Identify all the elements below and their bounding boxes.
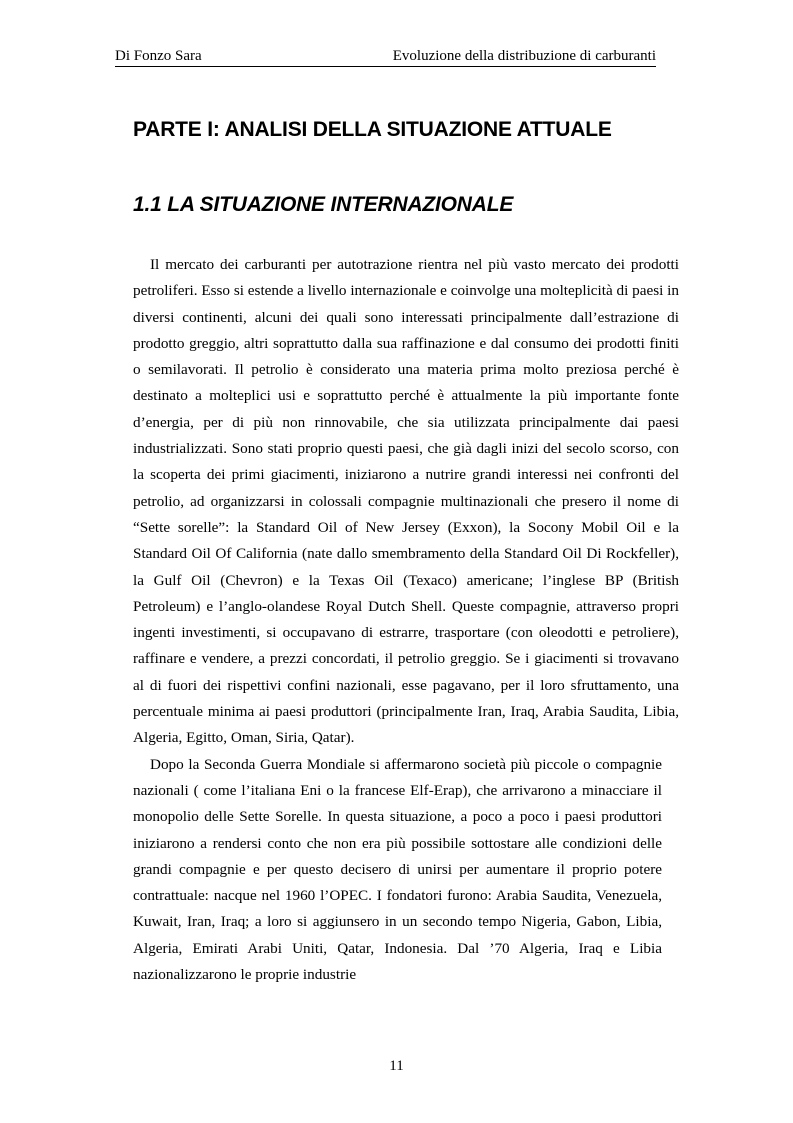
header-document-title: Evoluzione della distribuzione di carburanti — [392, 48, 656, 64]
body-text — [133, 252, 679, 988]
page-header — [115, 46, 656, 67]
section-title: 1.1 LA SITUAZIONE INTERNAZIONALE — [133, 193, 514, 216]
paragraph-1: Il mercato dei carburanti per autotrazione rientra nel più vasto mercato dei prodotti petroliferi. Esso si estende a livello internazionale e coinvolge una molteplicità di paesi in diversi continenti, alcuni dei quali sono interessati principalmente dall’estrazione di prodotto greggio, altri soprattutto dalla sua raffinazione e dal consumo dei prodotti finiti o semilavorati. Il petrolio è considerato una materia prima molto preziosa perché è destinato a molteplici usi e soprattutto perché è attualmente la più importante fonte d’energia, per di più non rinnovabile, che sia utilizzata principalmente dai paesi industrializzati. Sono stati proprio questi paesi, che già dagli inizi del secolo scorso, con la scoperta dei primi giacimenti, iniziarono a nutrire grandi interessi nei confronti del petrolio, ad organizzarsi in colossali compagnie multinazionali che presero il nome di “Sette sorelle”: la Standard Oil of New Jersey (Exxon), la Socony Mobil Oil e la Standard Oil Of California (nate dallo smembramento della Standard Oil Di Rockfeller), la Gulf Oil (Chevron) e la Texas Oil (Texaco) americane; l’inglese BP (British Petroleum) e l’anglo-olandese Royal Dutch Shell. Queste compagnie, attraverso propri ingenti investimenti, si occupavano di estrarre, trasportare (con oleodotti e petroliere), raffinare e vendere, a prezzi concordati, il petrolio greggio. Se i giacimenti si trovavano al di fuori dei rispettivi confini nazionali, esse pagavano, per il loro sfruttamento, una percentuale minima ai paesi produttori (principalmente Iran, Iraq, Arabia Saudita, Libia, Algeria, Egitto, Oman, Siria, Qatar). — [133, 256, 679, 747]
paragraph-2: Dopo la Seconda Guerra Mondiale si affermarono società più piccole o compagnie nazionali ( come l’italiana Eni o la francese Elf-Erap), che arrivarono a minacciare il monopolio delle Sette Sorelle. In questa situazione, a poco a poco i paesi produttori iniziarono a rendersi conto che non era più possibile sottostare alle condizioni delle grandi compagnie e per questo decisero di unirsi per aumentare il proprio potere contrattuale: nacque nel 1960 l’OPEC. I fondatori furono: Arabia Saudita, Venezuela, Kuwait, Iran, Iraq; a loro si aggiunsero in un secondo tempo Nigeria, Gabon, Libia, Algeria, Emirati Arabi Uniti, Qatar, Indonesia. Dal ’70 Algeria, Iraq e Libia nazionalizzarono le proprie industrie — [133, 755, 662, 984]
header-author: Di Fonzo Sara — [115, 48, 202, 64]
part-title: PARTE I: ANALISI DELLA SITUAZIONE ATTUALE — [133, 118, 612, 141]
page-number: 11 — [389, 1058, 404, 1074]
